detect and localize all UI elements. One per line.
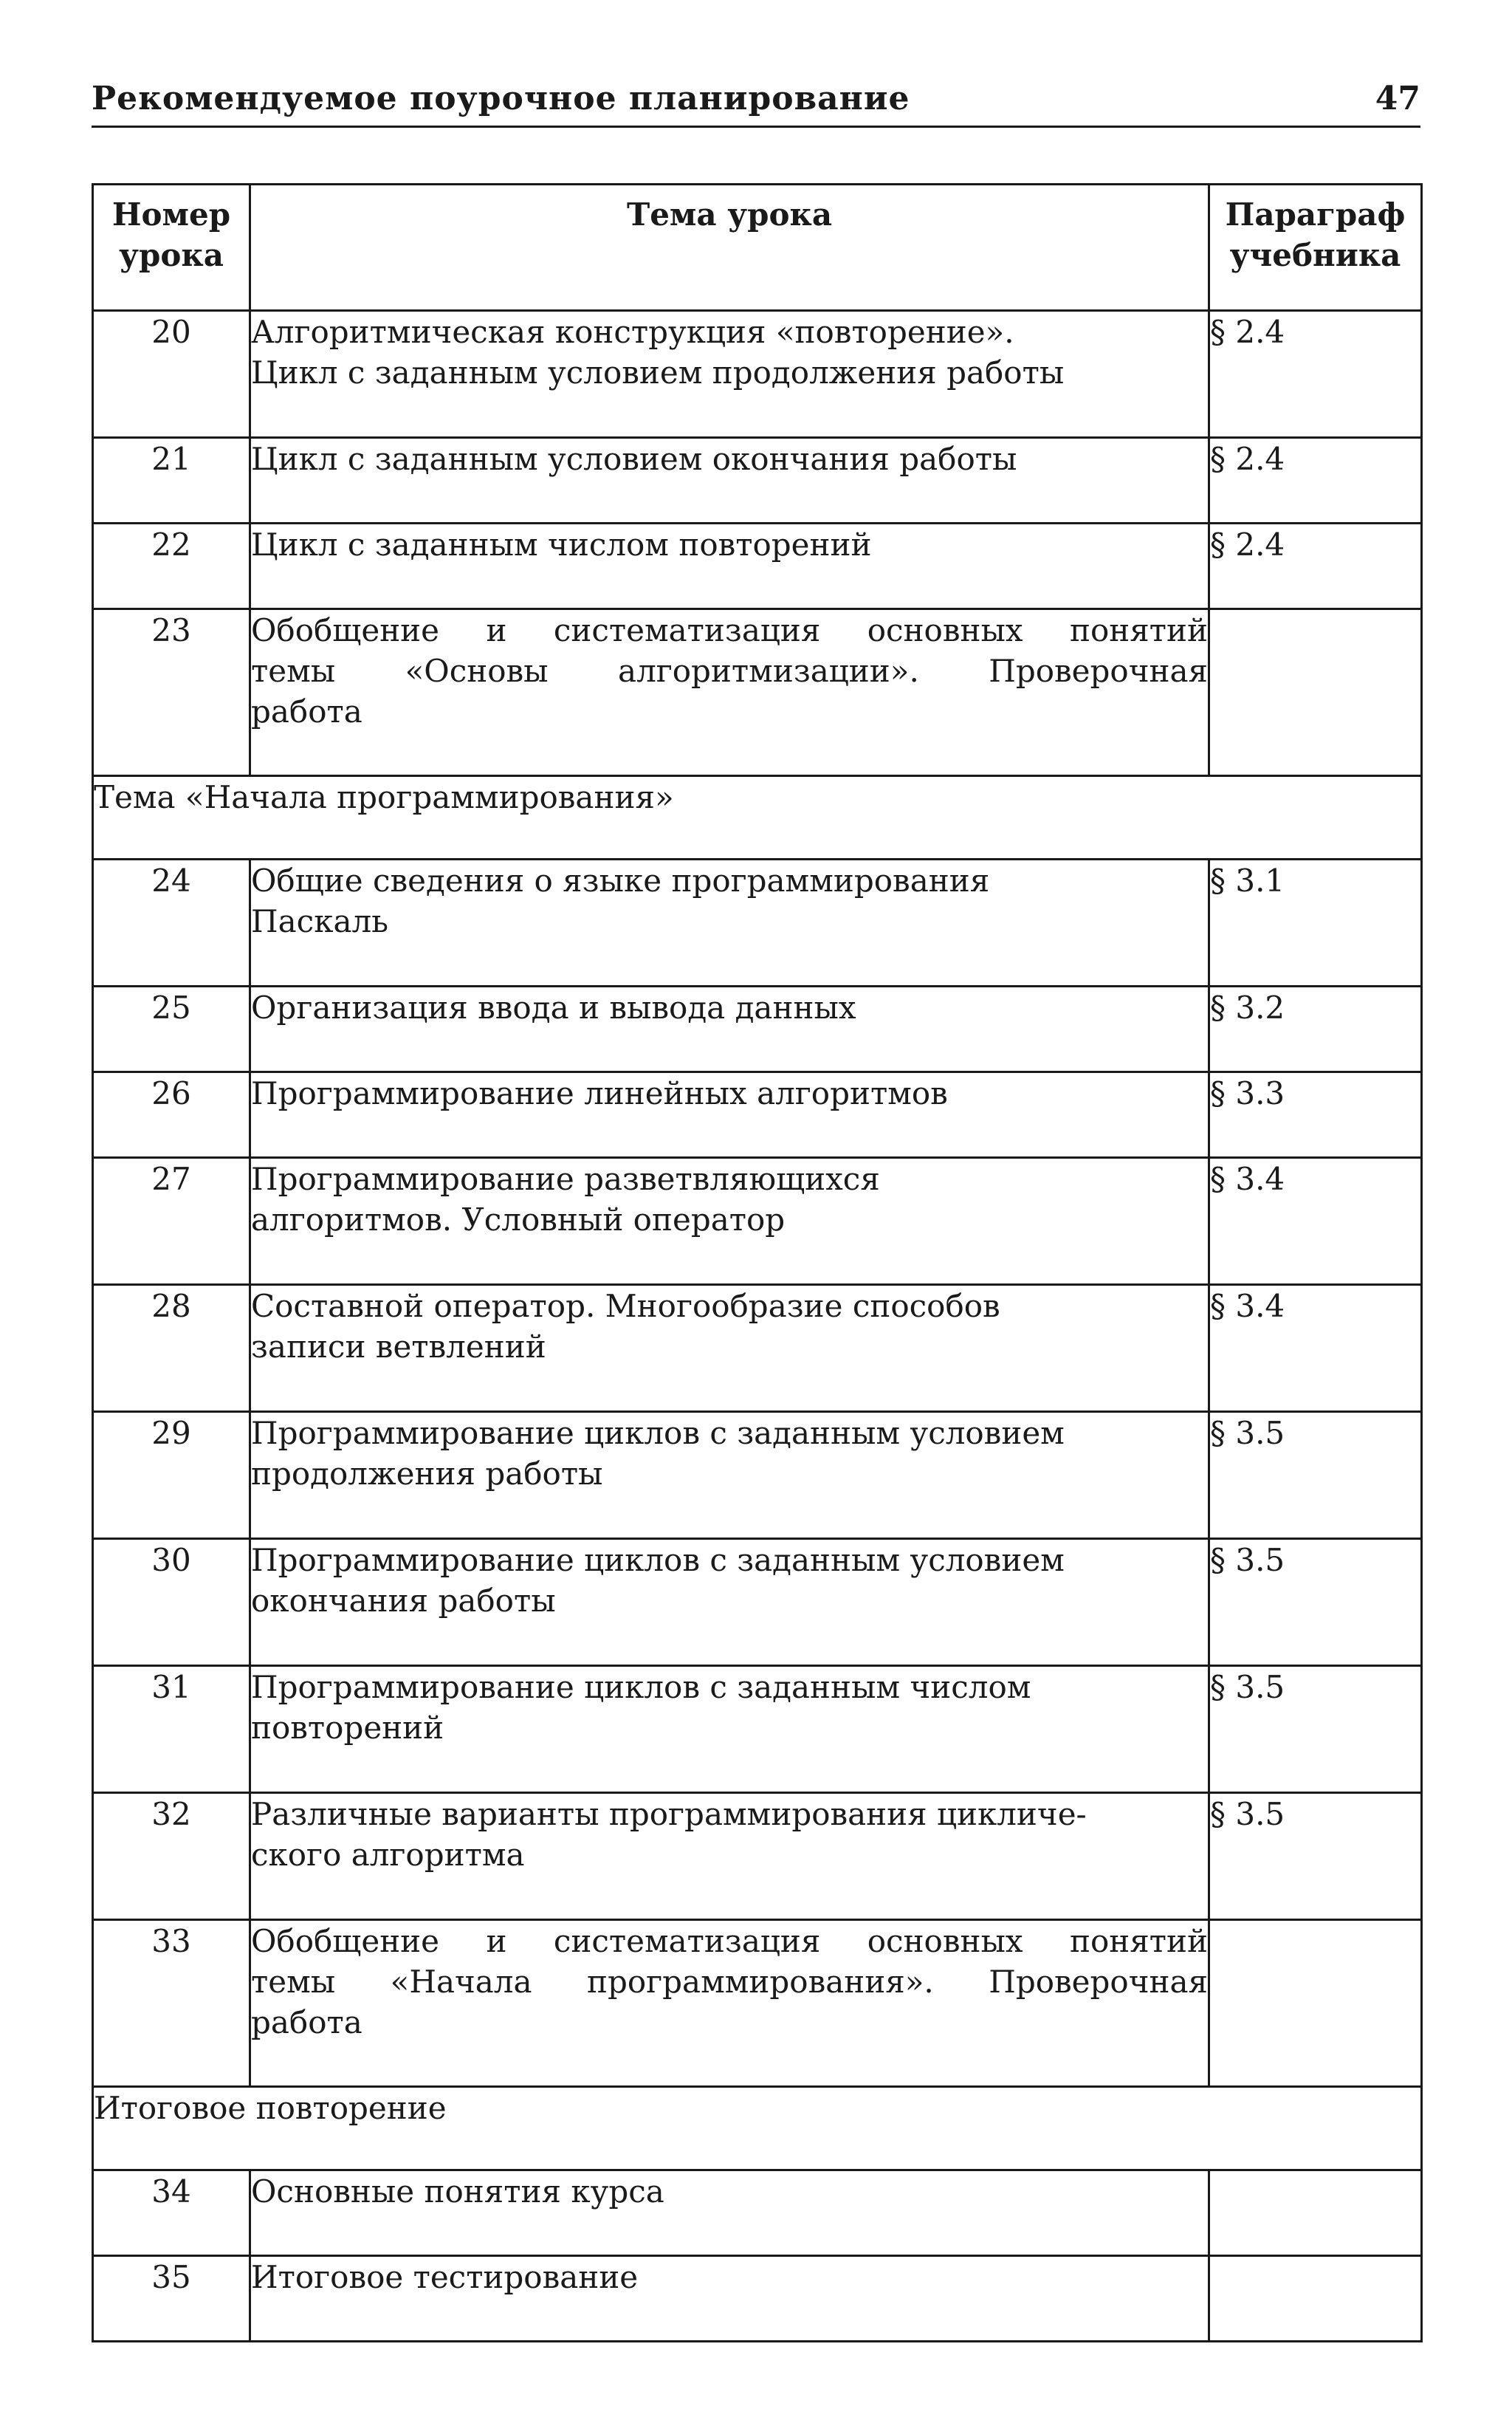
lesson-topic bbox=[250, 1539, 1209, 1666]
lesson-topic-line: Программирование циклов с заданным условием bbox=[251, 1542, 1065, 1578]
lesson-topic-line: продолжения работы bbox=[251, 1456, 603, 1492]
table-row bbox=[93, 1158, 1422, 1285]
lesson-topic-line: работа bbox=[251, 2004, 362, 2040]
table-row bbox=[93, 1666, 1422, 1793]
lesson-number: 26 bbox=[93, 1072, 250, 1158]
lesson-topic-line: Итоговое тестирование bbox=[251, 2259, 639, 2295]
lesson-topic bbox=[250, 1793, 1209, 1920]
lesson-plan-table bbox=[92, 183, 1423, 2342]
textbook-paragraph: § 3.3 bbox=[1209, 1072, 1422, 1158]
lesson-topic bbox=[250, 438, 1209, 524]
lesson-topic-line: Общие сведения о языке программирования bbox=[251, 863, 990, 899]
table-row bbox=[93, 1412, 1422, 1539]
lesson-topic-line: Основные понятия курса bbox=[251, 2173, 664, 2210]
lesson-number: 30 bbox=[93, 1539, 250, 1666]
lesson-topic-line: окончания работы bbox=[251, 1583, 556, 1619]
page-number: 47 bbox=[1375, 80, 1420, 117]
table-row bbox=[93, 1285, 1422, 1412]
lesson-number: 31 bbox=[93, 1666, 250, 1793]
lesson-number: 34 bbox=[93, 2170, 250, 2256]
lesson-topic-line: Цикл с заданным условием продолжения работы bbox=[251, 354, 1065, 391]
textbook-paragraph: § 3.5 bbox=[1209, 1793, 1422, 1920]
lesson-topic bbox=[250, 1666, 1209, 1793]
lesson-topic-line: Обобщение и систематизация основных понятий bbox=[251, 1923, 1208, 1959]
column-header-topic: Тема урока bbox=[250, 185, 1209, 311]
lesson-topic bbox=[250, 2170, 1209, 2256]
lesson-topic bbox=[250, 311, 1209, 438]
textbook-paragraph bbox=[1209, 2256, 1422, 2342]
lesson-topic-line: Программирование циклов с заданным числом bbox=[251, 1669, 1031, 1705]
lesson-number: 23 bbox=[93, 609, 250, 776]
column-header-number-line: Номер bbox=[111, 196, 231, 233]
lesson-topic-line: алгоритмов. Условный оператор bbox=[251, 1202, 786, 1238]
textbook-paragraph bbox=[1209, 2170, 1422, 2256]
lesson-topic-line: Цикл с заданным условием окончания работы bbox=[251, 441, 1017, 477]
lesson-topic-line: Организация ввода и вывода данных bbox=[251, 990, 856, 1026]
column-header-paragraph-line: учебника bbox=[1229, 237, 1401, 273]
table-row bbox=[93, 2256, 1422, 2342]
table-row bbox=[93, 1920, 1422, 2087]
page-header bbox=[92, 75, 1420, 128]
lesson-topic-line: темы «Начала программирования». Проверочная bbox=[251, 1964, 1208, 2000]
lesson-number: 33 bbox=[93, 1920, 250, 2087]
lesson-topic bbox=[250, 987, 1209, 1072]
textbook-paragraph: § 3.5 bbox=[1209, 1666, 1422, 1793]
table-row bbox=[93, 860, 1422, 987]
lesson-topic bbox=[250, 524, 1209, 609]
lesson-number: 25 bbox=[93, 987, 250, 1072]
lesson-number: 28 bbox=[93, 1285, 250, 1412]
section-title: Итоговое повторение bbox=[93, 2087, 1422, 2170]
lesson-number: 20 bbox=[93, 311, 250, 438]
table-row bbox=[93, 1793, 1422, 1920]
lesson-topic bbox=[250, 860, 1209, 987]
table-row bbox=[93, 1539, 1422, 1666]
table-row bbox=[93, 311, 1422, 438]
lesson-number: 29 bbox=[93, 1412, 250, 1539]
lesson-number: 21 bbox=[93, 438, 250, 524]
textbook-paragraph: § 3.1 bbox=[1209, 860, 1422, 987]
lesson-topic-line: темы «Основы алгоритмизации». Проверочная bbox=[251, 653, 1208, 689]
section-row bbox=[93, 2087, 1422, 2170]
page-title: Рекомендуемое поурочное планирование bbox=[92, 80, 910, 117]
lesson-topic bbox=[250, 1285, 1209, 1412]
lesson-topic-line: Цикл с заданным числом повторений bbox=[251, 527, 872, 563]
lesson-topic bbox=[250, 609, 1209, 776]
lesson-topic-line: работа bbox=[251, 693, 362, 730]
table-header-row bbox=[93, 185, 1422, 311]
textbook-paragraph: § 2.4 bbox=[1209, 524, 1422, 609]
table-row bbox=[93, 1072, 1422, 1158]
textbook-paragraph: § 3.4 bbox=[1209, 1158, 1422, 1285]
column-header-number bbox=[93, 185, 250, 311]
lesson-topic bbox=[250, 1412, 1209, 1539]
table-row bbox=[93, 2170, 1422, 2256]
column-header-paragraph bbox=[1209, 185, 1422, 311]
lesson-number: 27 bbox=[93, 1158, 250, 1285]
lesson-number: 24 bbox=[93, 860, 250, 987]
lesson-topic-line: Различные варианты программирования цикличе- bbox=[251, 1796, 1087, 1832]
textbook-paragraph: § 2.4 bbox=[1209, 438, 1422, 524]
lesson-topic-line: записи ветвлений bbox=[251, 1329, 546, 1365]
lesson-topic-line: Программирование линейных алгоритмов bbox=[251, 1075, 948, 1111]
section-title: Тема «Начала программирования» bbox=[93, 776, 1422, 860]
lesson-topic-line: Составной оператор. Многообразие способов bbox=[251, 1288, 1000, 1324]
lesson-number: 22 bbox=[93, 524, 250, 609]
lesson-number: 35 bbox=[93, 2256, 250, 2342]
table-row bbox=[93, 524, 1422, 609]
textbook-paragraph: § 2.4 bbox=[1209, 311, 1422, 438]
table-row bbox=[93, 609, 1422, 776]
textbook-paragraph: § 3.5 bbox=[1209, 1412, 1422, 1539]
textbook-paragraph: § 3.5 bbox=[1209, 1539, 1422, 1666]
lesson-topic bbox=[250, 2256, 1209, 2342]
section-row bbox=[93, 776, 1422, 860]
lesson-topic bbox=[250, 1158, 1209, 1285]
column-header-paragraph-line: Параграф bbox=[1225, 196, 1406, 233]
table-row bbox=[93, 438, 1422, 524]
lesson-number: 32 bbox=[93, 1793, 250, 1920]
lesson-topic-line: Программирование разветвляющихся bbox=[251, 1161, 880, 1197]
textbook-paragraph: § 3.2 bbox=[1209, 987, 1422, 1072]
lesson-topic-line: Паскаль bbox=[251, 903, 389, 939]
lesson-topic-line: повторений bbox=[251, 1710, 444, 1746]
textbook-paragraph bbox=[1209, 1920, 1422, 2087]
lesson-topic bbox=[250, 1920, 1209, 2087]
textbook-paragraph: § 3.4 bbox=[1209, 1285, 1422, 1412]
column-header-number-line: урока bbox=[119, 237, 224, 273]
table-row bbox=[93, 987, 1422, 1072]
lesson-topic bbox=[250, 1072, 1209, 1158]
lesson-topic-line: Программирование циклов с заданным условием bbox=[251, 1415, 1065, 1451]
lesson-topic-line: Обобщение и систематизация основных понятий bbox=[251, 612, 1208, 648]
textbook-paragraph bbox=[1209, 609, 1422, 776]
lesson-topic-line: ского алгоритма bbox=[251, 1837, 525, 1873]
lesson-topic-line: Алгоритмическая конструкция «повторение». bbox=[251, 314, 1014, 350]
